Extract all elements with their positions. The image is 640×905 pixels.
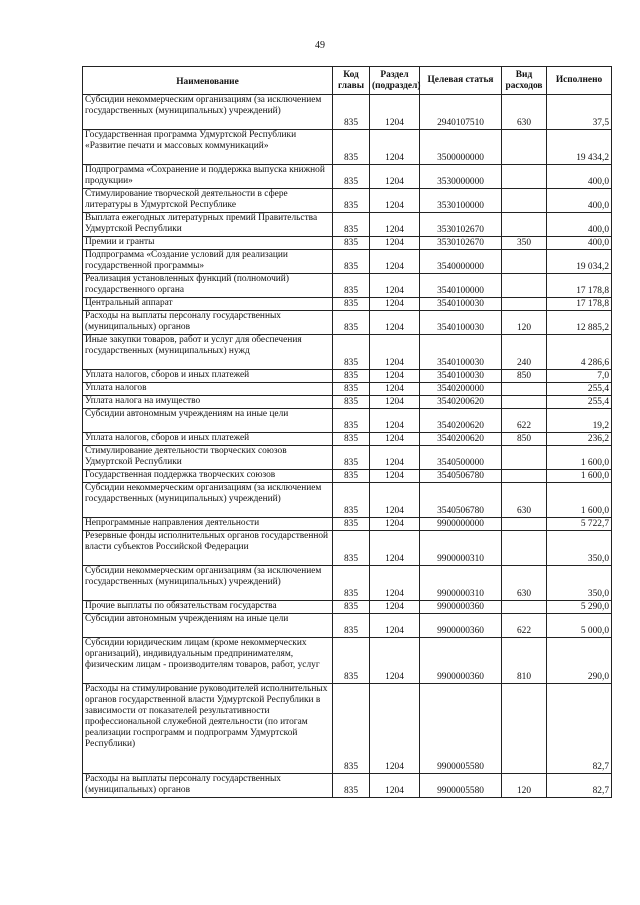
table-row [83,335,612,370]
cell-section: 1204 [370,396,420,409]
table-row [83,518,612,531]
cell-executed: 12 885,2 [547,311,612,335]
cell-code: 835 [333,298,370,311]
cell-executed: 37,5 [547,95,612,130]
cell-code: 835 [333,638,370,684]
cell-section: 1204 [370,335,420,370]
table-row [83,189,612,213]
cell-section: 1204 [370,638,420,684]
cell-type [502,250,547,274]
cell-code: 835 [333,370,370,383]
cell-type [502,189,547,213]
header-target: Целевая статья [420,67,502,95]
cell-section: 1204 [370,311,420,335]
table-header [83,67,612,95]
table-row [83,237,612,250]
cell-name: Премии и гранты [83,237,333,250]
cell-name: Субсидии некоммерческим организациям (за исключением государственных (муниципальных) учреждений) [83,566,333,601]
cell-executed: 19 034,2 [547,250,612,274]
cell-target: 3530000000 [420,165,502,189]
header-row [83,67,612,95]
cell-executed: 400,0 [547,189,612,213]
cell-target: 3540506780 [420,483,502,518]
cell-target: 3540100030 [420,370,502,383]
cell-name: Субсидии юридическим лицам (кроме некоммерческих организаций), индивидуальным предпринимателям, физическим лицам - производителям товаров, работ, услуг [83,638,333,684]
table-row [83,370,612,383]
cell-target: 2940107510 [420,95,502,130]
cell-name: Резервные фонды исполнительных органов государственной власти субъектов Российской Федерации [83,531,333,566]
cell-executed: 236,2 [547,433,612,446]
cell-target: 3540100030 [420,335,502,370]
cell-code: 835 [333,237,370,250]
cell-section: 1204 [370,684,420,774]
cell-code: 835 [333,383,370,396]
cell-code: 835 [333,531,370,566]
table-row [83,638,612,684]
table-row [83,614,612,638]
cell-target: 3540200620 [420,433,502,446]
cell-target: 9900000360 [420,638,502,684]
table-row [83,274,612,298]
cell-name: Государственная программа Удмуртской Республики «Развитие печати и массовых коммуникаций» [83,130,333,165]
cell-section: 1204 [370,370,420,383]
cell-code: 835 [333,165,370,189]
cell-section: 1204 [370,298,420,311]
table-row [83,250,612,274]
cell-target: 3540200620 [420,409,502,433]
cell-type: 810 [502,638,547,684]
cell-target: 9900005580 [420,774,502,798]
header-type: Вид расходов [502,67,547,95]
cell-section: 1204 [370,189,420,213]
table-row [83,566,612,601]
cell-executed: 255,4 [547,396,612,409]
table-row [83,446,612,470]
cell-executed: 82,7 [547,684,612,774]
cell-executed: 400,0 [547,165,612,189]
cell-section: 1204 [370,483,420,518]
cell-target: 9900005580 [420,684,502,774]
cell-name: Стимулирование творческой деятельности в сфере литературы в Удмуртской Республике [83,189,333,213]
cell-name: Стимулирование деятельности творческих союзов Удмуртской Республики [83,446,333,470]
cell-name: Подпрограмма «Сохранение и поддержка выпуска книжной продукции» [83,165,333,189]
cell-type [502,518,547,531]
cell-target: 3540506780 [420,470,502,483]
cell-type: 240 [502,335,547,370]
cell-code: 835 [333,433,370,446]
cell-code: 835 [333,483,370,518]
cell-name: Расходы на выплаты персоналу государственных (муниципальных) органов [83,311,333,335]
table-row [83,396,612,409]
cell-section: 1204 [370,95,420,130]
cell-type [502,396,547,409]
cell-executed: 1 600,0 [547,483,612,518]
header-code: Код главы [333,67,370,95]
cell-section: 1204 [370,446,420,470]
cell-code: 835 [333,274,370,298]
cell-name: Прочие выплаты по обязательствам государства [83,601,333,614]
cell-target: 3540000000 [420,250,502,274]
table-row [83,130,612,165]
cell-section: 1204 [370,213,420,237]
cell-type [502,130,547,165]
cell-target: 3530102670 [420,237,502,250]
cell-section: 1204 [370,601,420,614]
cell-code: 835 [333,213,370,237]
cell-name: Уплата налога на имущество [83,396,333,409]
cell-type [502,601,547,614]
cell-code: 835 [333,774,370,798]
cell-target: 9900000310 [420,566,502,601]
cell-code: 835 [333,446,370,470]
cell-section: 1204 [370,237,420,250]
table-row [83,774,612,798]
cell-type: 630 [502,95,547,130]
cell-type: 622 [502,614,547,638]
cell-executed: 19 434,2 [547,130,612,165]
header-name: Наименование [83,67,333,95]
cell-target: 3540200000 [420,383,502,396]
cell-name: Уплата налогов, сборов и иных платежей [83,370,333,383]
cell-target: 3540100000 [420,274,502,298]
cell-type: 622 [502,409,547,433]
cell-type [502,531,547,566]
cell-name: Расходы на выплаты персоналу государственных (муниципальных) органов [83,774,333,798]
table-row [83,311,612,335]
cell-name: Уплата налогов [83,383,333,396]
cell-section: 1204 [370,518,420,531]
cell-executed: 4 286,6 [547,335,612,370]
cell-executed: 17 178,8 [547,298,612,311]
cell-name: Подпрограмма «Создание условий для реализации государственной программы» [83,250,333,274]
cell-section: 1204 [370,165,420,189]
cell-section: 1204 [370,614,420,638]
cell-code: 835 [333,409,370,433]
cell-type: 630 [502,566,547,601]
cell-executed: 350,0 [547,566,612,601]
cell-executed: 255,4 [547,383,612,396]
cell-target: 3530100000 [420,189,502,213]
cell-code: 835 [333,614,370,638]
cell-code: 835 [333,189,370,213]
table-row [83,470,612,483]
cell-name: Выплата ежегодных литературных премий Правительства Удмуртской Республики [83,213,333,237]
cell-type: 630 [502,483,547,518]
cell-target: 3540500000 [420,446,502,470]
cell-type [502,165,547,189]
cell-section: 1204 [370,383,420,396]
table-row [83,483,612,518]
cell-code: 835 [333,250,370,274]
cell-name: Субсидии автономным учреждениям на иные цели [83,614,333,638]
cell-code: 835 [333,566,370,601]
cell-target: 3540100030 [420,311,502,335]
cell-type: 850 [502,370,547,383]
cell-type [502,446,547,470]
table-row [83,601,612,614]
table-row [83,684,612,774]
cell-type: 120 [502,774,547,798]
cell-target: 3540200620 [420,396,502,409]
cell-code: 835 [333,601,370,614]
cell-section: 1204 [370,250,420,274]
cell-code: 835 [333,396,370,409]
cell-code: 835 [333,335,370,370]
header-section: Раздел (подраздел) [370,67,420,95]
header-executed: Исполнено [547,67,612,95]
page-number: 49 [315,40,325,51]
table-row [83,95,612,130]
cell-code: 835 [333,518,370,531]
cell-section: 1204 [370,409,420,433]
cell-name: Реализация установленных функций (полномочий) государственного органа [83,274,333,298]
cell-section: 1204 [370,566,420,601]
cell-executed: 7,0 [547,370,612,383]
cell-executed: 5 000,0 [547,614,612,638]
cell-code: 835 [333,130,370,165]
cell-section: 1204 [370,531,420,566]
table-row [83,298,612,311]
cell-type [502,684,547,774]
cell-name: Иные закупки товаров, работ и услуг для обеспечения государственных (муниципальных) нужд [83,335,333,370]
cell-code: 835 [333,311,370,335]
cell-section: 1204 [370,433,420,446]
table-row [83,213,612,237]
table-body [83,95,612,798]
cell-name: Субсидии некоммерческим организациям (за исключением государственных (муниципальных) учреждений) [83,483,333,518]
cell-type [502,383,547,396]
table-row [83,165,612,189]
cell-name: Субсидии некоммерческим организациям (за исключением государственных (муниципальных) учреждений) [83,95,333,130]
cell-type: 120 [502,311,547,335]
cell-section: 1204 [370,130,420,165]
cell-executed: 350,0 [547,531,612,566]
cell-code: 835 [333,684,370,774]
cell-target: 9900000310 [420,531,502,566]
cell-executed: 82,7 [547,774,612,798]
cell-target: 3530102670 [420,213,502,237]
cell-type [502,274,547,298]
cell-type [502,213,547,237]
cell-target: 9900000000 [420,518,502,531]
cell-executed: 290,0 [547,638,612,684]
expenditure-table [82,66,612,798]
table-row [83,383,612,396]
cell-executed: 17 178,8 [547,274,612,298]
cell-executed: 400,0 [547,237,612,250]
cell-executed: 5 722,7 [547,518,612,531]
cell-type: 350 [502,237,547,250]
cell-target: 9900000360 [420,614,502,638]
cell-section: 1204 [370,470,420,483]
cell-name: Субсидии автономным учреждениям на иные цели [83,409,333,433]
cell-executed: 1 600,0 [547,470,612,483]
cell-target: 3500000000 [420,130,502,165]
cell-section: 1204 [370,774,420,798]
cell-name: Расходы на стимулирование руководителей исполнительных органов государственной власти Удмуртской Республики в зависимости от показателей результативности профессиональной служебной деятельности (по итогам реализации госпрограмм и подпрограмм Удмуртской Республики) [83,684,333,774]
cell-name: Непрограммные направления деятельности [83,518,333,531]
cell-type [502,470,547,483]
cell-type: 850 [502,433,547,446]
cell-executed: 400,0 [547,213,612,237]
cell-target: 3540100030 [420,298,502,311]
cell-executed: 19,2 [547,409,612,433]
cell-name: Центральный аппарат [83,298,333,311]
cell-target: 9900000360 [420,601,502,614]
cell-code: 835 [333,95,370,130]
cell-executed: 5 290,0 [547,601,612,614]
table-row [83,531,612,566]
cell-name: Уплата налогов, сборов и иных платежей [83,433,333,446]
cell-name: Государственная поддержка творческих союзов [83,470,333,483]
cell-section: 1204 [370,274,420,298]
cell-type [502,298,547,311]
table-row [83,409,612,433]
cell-executed: 1 600,0 [547,446,612,470]
cell-code: 835 [333,470,370,483]
table-row [83,433,612,446]
